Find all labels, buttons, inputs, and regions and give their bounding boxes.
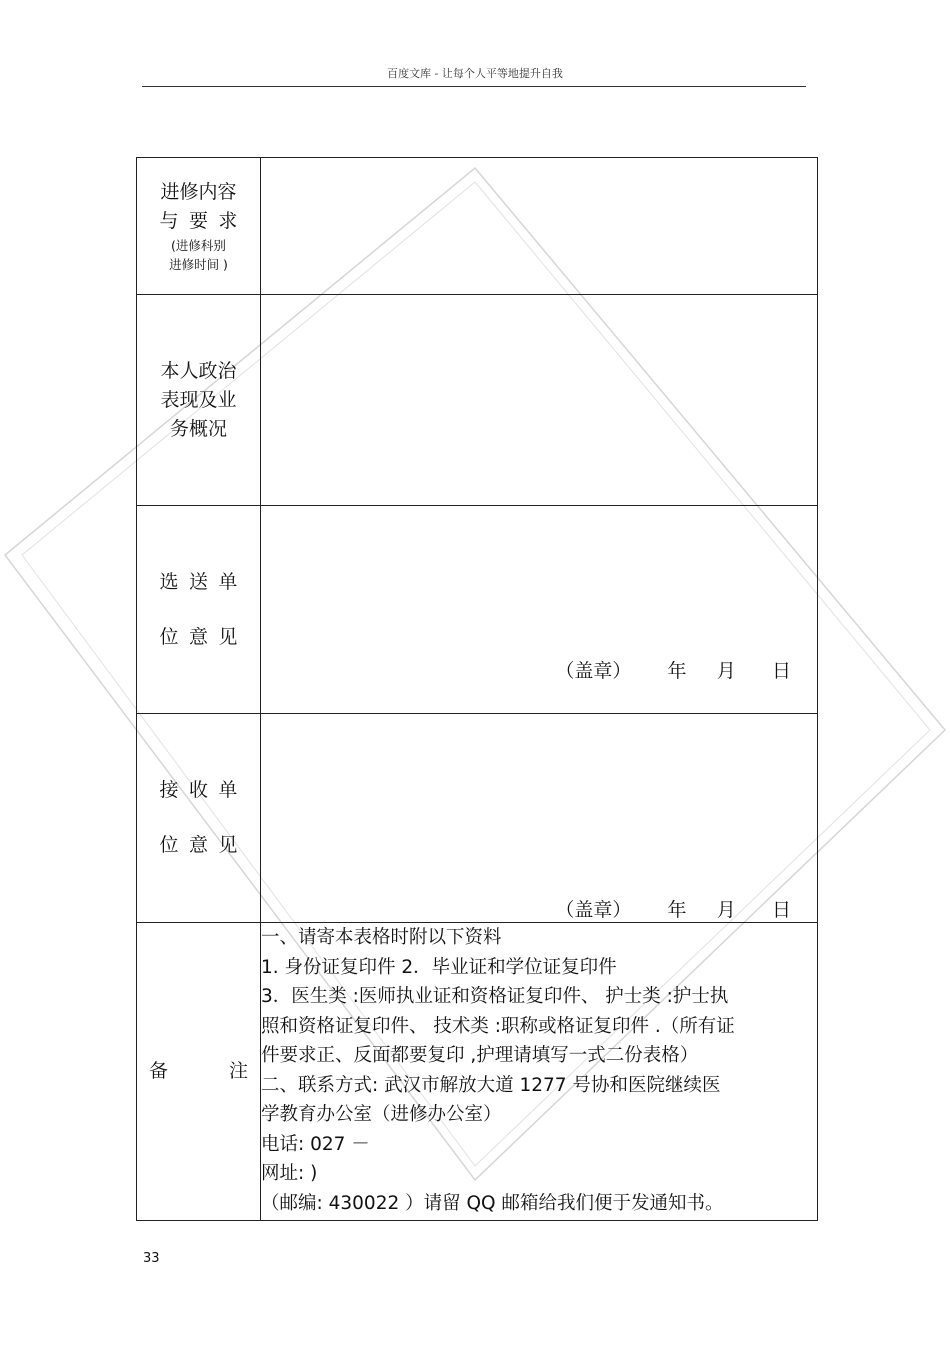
note-line: （邮编: 430022 ）请留 QQ 邮箱给我们便于发通知书。: [261, 1192, 724, 1214]
label-sending-unit-opinion: 选送单 位意见: [137, 506, 261, 714]
label-receiving-unit-opinion: 接收单 位意见: [137, 714, 261, 923]
receiving-unit-seal-date: （盖章） 年 月 日: [555, 899, 791, 921]
remarks-notes: [261, 923, 818, 1221]
note-line: 3．医生类 :医师执业证和资格证复印件、 护士类 :护士执: [261, 986, 729, 1007]
field-sending-unit-opinion[interactable]: [261, 506, 818, 714]
header-divider: [142, 86, 806, 87]
row-remarks: [137, 923, 818, 1221]
application-form-table: [136, 157, 818, 1221]
note-line: 一、请寄本表格时附以下资料: [261, 927, 502, 948]
note-line: 电话: 027 －: [261, 1133, 370, 1155]
note-line: 件要求正、反面都要复印 ,护理请填写一式二份表格）: [261, 1045, 699, 1066]
row-study-content: [137, 158, 818, 295]
note-line: 二、联系方式: 武汉市解放大道 1277 号协和医院继续医: [261, 1074, 721, 1096]
note-line: 网址: ): [261, 1163, 318, 1184]
note-line: 1. 身份证复印件 2．毕业证和学位证复印件: [261, 956, 617, 978]
row-sending-unit-opinion: [137, 506, 818, 714]
note-line: 学教育办公室（进修办公室）: [261, 1104, 502, 1125]
field-personal-performance[interactable]: [261, 295, 818, 506]
row-receiving-unit-opinion: [137, 714, 818, 923]
label-personal-performance: 本人政治 表现及业 务概况: [137, 295, 261, 506]
label-remarks: 备 注: [137, 923, 261, 1221]
page-number: 33: [143, 1251, 160, 1266]
label-study-content: 进修内容 与要求 (进修科别 进修时间 ): [137, 158, 261, 295]
field-receiving-unit-opinion[interactable]: [261, 714, 818, 923]
page-header: 百度文库 - 让每个人平等地提升自我: [387, 67, 563, 80]
sending-unit-seal-date: （盖章） 年 月 日: [555, 660, 791, 682]
field-study-content[interactable]: [261, 158, 818, 295]
note-line: 照和资格证复印件、 技术类 :职称或格证复印件 .（所有证: [261, 1015, 735, 1037]
row-personal-performance: [137, 295, 818, 506]
